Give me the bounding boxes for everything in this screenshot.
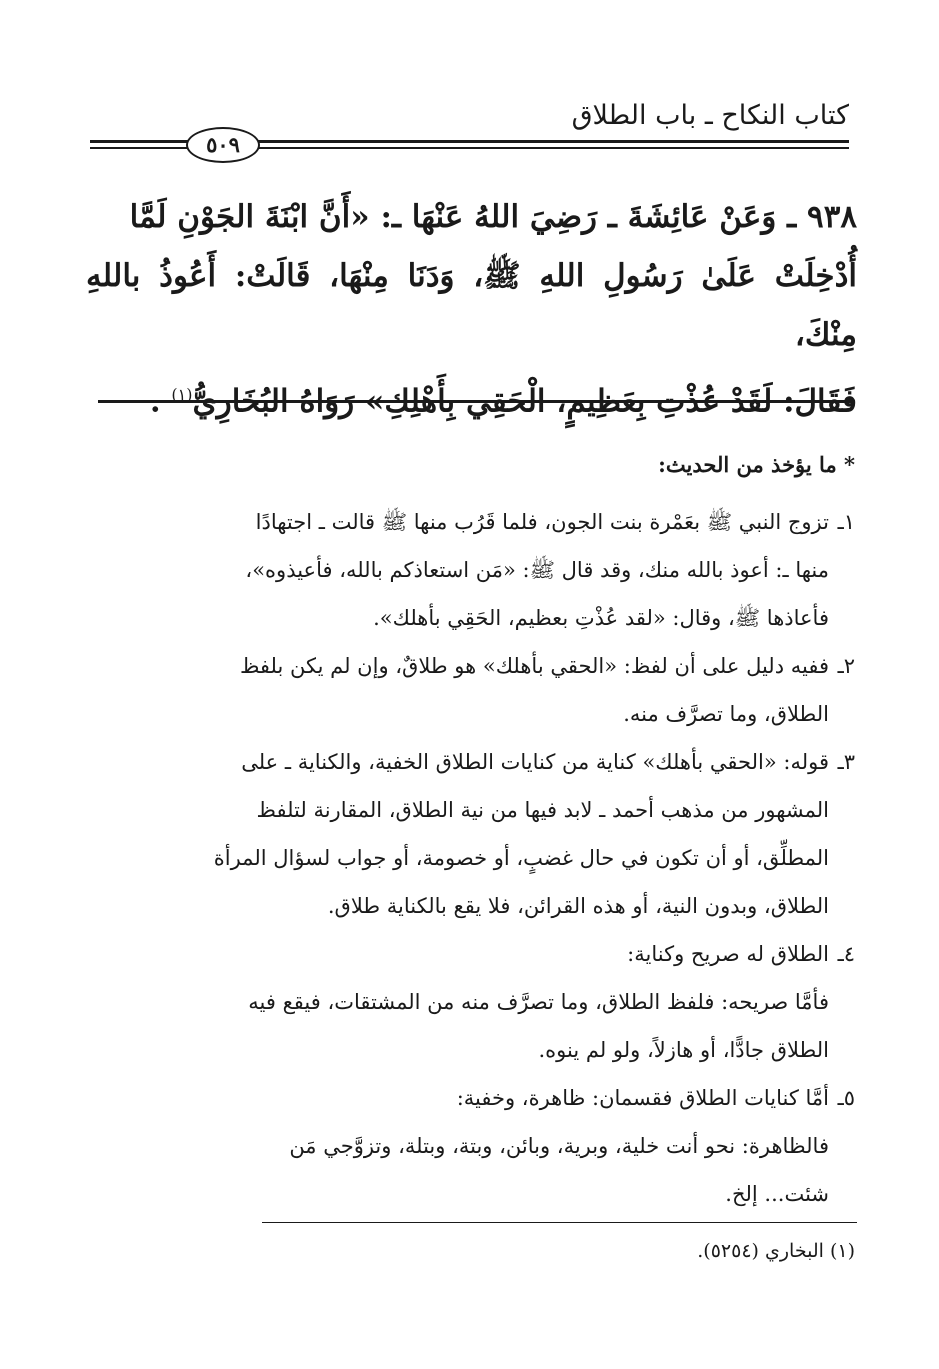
point-text [82,1074,829,1122]
point-line: فأمَّا صريحه: فلفظ الطلاق، وما تصرَّف منه من المشتقات، فيقع فيه [248,990,829,1014]
hadith-line [86,365,857,431]
point-number: ٢ـ [837,654,855,678]
point-paragraph [82,978,855,1074]
hadith-divider [98,400,855,403]
list-item [82,1074,855,1122]
list-item [82,642,855,738]
point-line: الطلاق، وبدون النية، أو هذه القرائن، فلا يقع بالكناية طلاق. [327,894,829,918]
point-number: ٣ـ [837,750,855,774]
section-title: * ما يؤخذ من الحديث: [658,452,855,477]
point-line: قوله: «الحقي بأهلك» كناية من كنايات الطلاق الخفية، والكناية ـ على [241,750,829,774]
point-number: ٥ـ [837,1086,855,1110]
point-line: المشهور من مذهب أحمد ـ لابد فيها من نية الطلاق، المقارنة لتلفظ [256,798,829,822]
point-text [82,498,829,642]
list-item [82,738,855,930]
footnote-marker: (١) [171,385,193,404]
point-line: فأعاذها ﷺ، وقال: «لقد عُذْتِ بعظيم، الحَقِي بأهلك». [373,606,829,630]
list-item [82,498,855,642]
hadith-line [86,188,857,247]
hadith-line-text: . [149,383,161,420]
point-line: أمَّا كنايات الطلاق فقسمان: ظاهرة، وخفية: [456,1086,829,1110]
page-number: ٥٠٩ [186,127,260,163]
hadith-line-text: ـ وَعَنْ عَائِشَةَ ـ رَضِيَ اللهُ عَنْهَا ـ: «أَنَّ ابْنَةَ الجَوْنِ لَمَّا [129,199,797,235]
hadith-line: أُدْخِلَتْ عَلَىٰ رَسُولِ اللهِ ﷺ، وَدَنَا مِنْهَا، قَالَتْ: أَعُوذُ باللهِ مِنْكَ، [86,258,857,353]
point-number: ١ـ [837,510,855,534]
point-text [82,642,829,738]
point-text [82,738,829,930]
point-line: الطلاق، وما تصرَّف منه. [623,702,829,726]
point-line: تزوج النبي ﷺ بعَمْرة بنت الجون، فلما قَرُب منها ﷺ قالت ـ اجتهادًا [255,510,829,534]
point-line: الطلاق له صريح وكناية: [627,942,829,966]
point-line: المطلِّق، أو أن تكون في حال غضبٍ، أو خصومة، أو جواب لسؤال المرأة [213,846,829,870]
footnote: (١) البخاري (٥٢٥٤). [697,1240,855,1262]
list-item [82,930,855,978]
point-line: ففيه دليل على أن لفظ: «الحقي بأهلك» هو طلاقٌ، وإن لم يكن بلفظ [240,654,829,678]
point-paragraph [82,1122,855,1218]
points-list [82,498,855,1218]
running-title: كتاب النكاح ـ باب الطلاق [571,100,849,131]
hadith-line-text: فَقَالَ: لَقَدْ عُذْتِ بِعَظِيمٍ، الْحَقِي بِأَهْلِكِ» رَوَاهُ البُخَارِيُّ [192,383,857,420]
hadith-text [86,188,857,431]
point-line: الطلاق جادًّا، أو هازلاً، ولو لم ينوه. [538,1038,829,1062]
footnote-divider [262,1222,857,1223]
point-line: فالظاهرة: نحو أنت خلية، وبرية، وبائن، وبتة، وبتلة، وتزوَّجي مَن [289,1134,829,1158]
point-number: ٤ـ [837,942,855,966]
point-line: منها ـ: أعوذ بالله منك، وقد قال ﷺ: «مَن استعاذكم بالله، فأعيذوه»، [245,558,829,582]
point-line: شئت... إلخ. [725,1182,829,1206]
point-text [82,930,829,978]
hadith-number: ٩٣٨ [807,199,857,235]
